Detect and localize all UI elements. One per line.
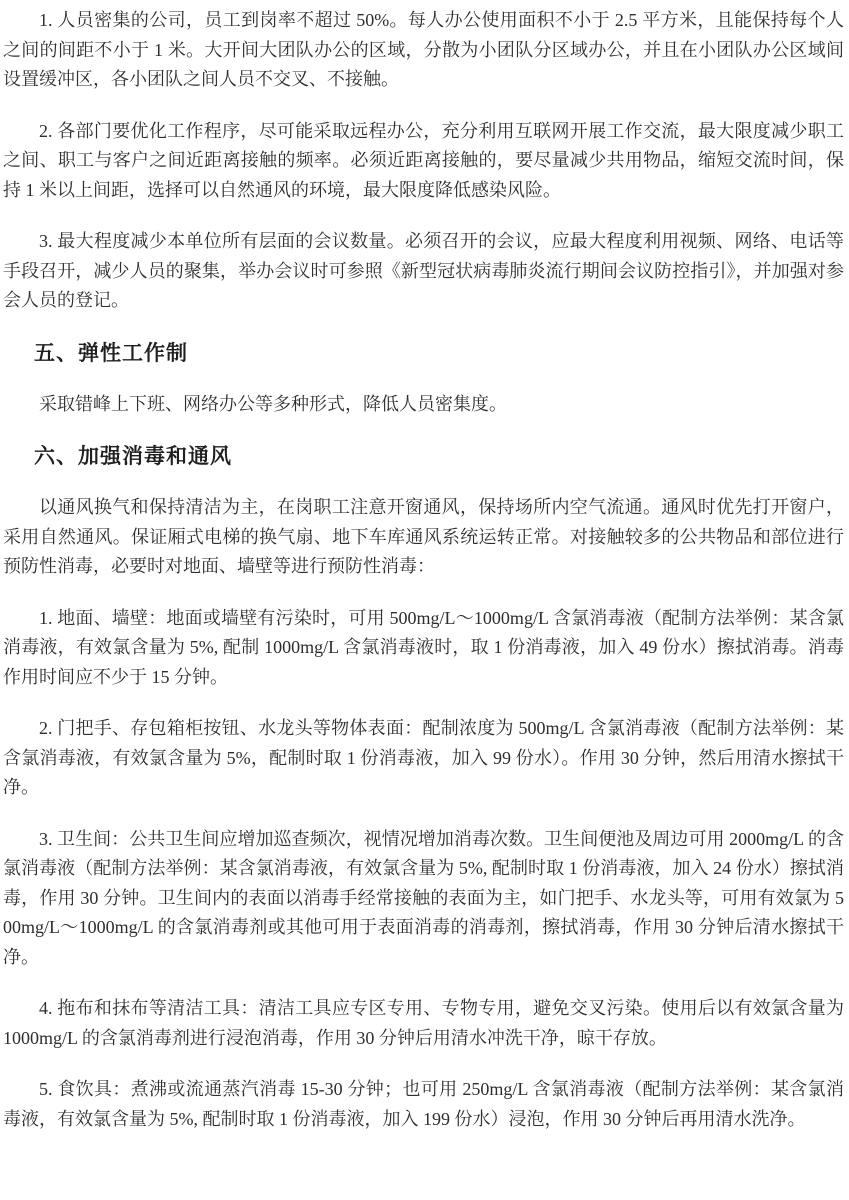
paragraph-restrooms: 3. 卫生间：公共卫生间应增加巡查频次，视情况增加消毒次数。卫生间便池及周边可用 2000mg/L 的含氯消毒液（配制方法举例：某含氯消毒液，有效氯含量为 5%, 配制时取 1 份消毒液，加入 24 份水）擦拭消毒，作用 30 分钟。卫生间内的表面以消毒手经常接触的表面为主，如门把手、水龙头等，可用有效氯为 500mg/L～1000mg/L 的含氯消毒剂或其他可用于表面消毒的消毒剂，擦拭消毒，作用 30 分钟后清水擦拭干净。 bbox=[3, 828, 844, 967]
paragraph-ventilation-intro: 以通风换气和保持清洁为主，在岗职工注意开窗通风，保持场所内空气流通。通风时优先打开窗户，采用自然通风。保证厢式电梯的换气扇、地下车库通风系统运转正常。对接触较多的公共物品和部位进行预防性消毒，必要时对地面、墙壁等进行预防性消毒： bbox=[3, 497, 844, 576]
paragraph-meetings: 3. 最大程度减少本单位所有层面的会议数量。必须召开的会议，应最大程度利用视频、网络、电话等手段召开，减少人员的聚集，举办会议时可参照《新型冠状病毒肺炎流行期间会议防控指引》，并加强对参会人员的登记。 bbox=[3, 231, 844, 310]
paragraph-cleaning-tools: 4. 拖布和抹布等清洁工具：清洁工具应专区专用、专物专用，避免交叉污染。使用后以有效氯含量为 1000mg/L 的含氯消毒剂进行浸泡消毒，作用 30 分钟后用清水冲洗干净，晾干存放。 bbox=[3, 998, 844, 1048]
paragraph-staggered-shifts: 采取错峰上下班、网络办公等多种形式，降低人员密集度。 bbox=[39, 393, 507, 414]
section-heading-disinfection-ventilation: 六、加强消毒和通风 bbox=[34, 444, 232, 468]
section-heading-flexible-work: 五、弹性工作制 bbox=[34, 340, 188, 365]
paragraph-staff-density: 1. 人员密集的公司，员工到岗率不超过 50%。每人办公使用面积不小于 2.5 平方米，且能保持每个人之间的间距不小于 1 米。大开间大团队办公的区域，分散为小团队分区域办公，并且在小团队办公区域间设置缓冲区，各小团队之间人员不交叉、不接触。 bbox=[3, 10, 844, 89]
paragraph-door-handles: 2. 门把手、存包箱柜按钮、水龙头等物体表面：配制浓度为 500mg/L 含氯消毒液（配制方法举例：某含氯消毒液，有效氯含量为 5%，配制时取 1 份消毒液，加入 99 份水）。作用 30 分钟，然后用清水擦拭干净。 bbox=[3, 718, 844, 797]
paragraph-floors-walls: 1. 地面、墙壁：地面或墙壁有污染时，可用 500mg/L～1000mg/L 含氯消毒液（配制方法举例：某含氯消毒液，有效氯含量为 5%, 配制 1000mg/L 含氯消毒液时，取 1 份消毒液，加入 49 份水）擦拭消毒。消毒作用时间应不少于 15 分钟。 bbox=[3, 607, 844, 687]
paragraph-tableware: 5. 食饮具：煮沸或流通蒸汽消毒 15-30 分钟；也可用 250mg/L 含氯消毒液（配制方法举例：某含氯消毒液，有效氯含量为 5%, 配制时取 1 份消毒液，加入 199 份水）浸泡，作用 30 分钟后再用清水洗净。 bbox=[3, 1079, 844, 1129]
paragraph-remote-work: 2. 各部门要优化工作程序，尽可能采取远程办公，充分利用互联网开展工作交流，最大限度减少职工之间、职工与客户之间近距离接触的频率。必须近距离接触的，要尽量减少共用物品，缩短交流时间，保持 1 米以上间距，选择可以自然通风的环境，最大限度降低感染风险。 bbox=[3, 120, 844, 200]
